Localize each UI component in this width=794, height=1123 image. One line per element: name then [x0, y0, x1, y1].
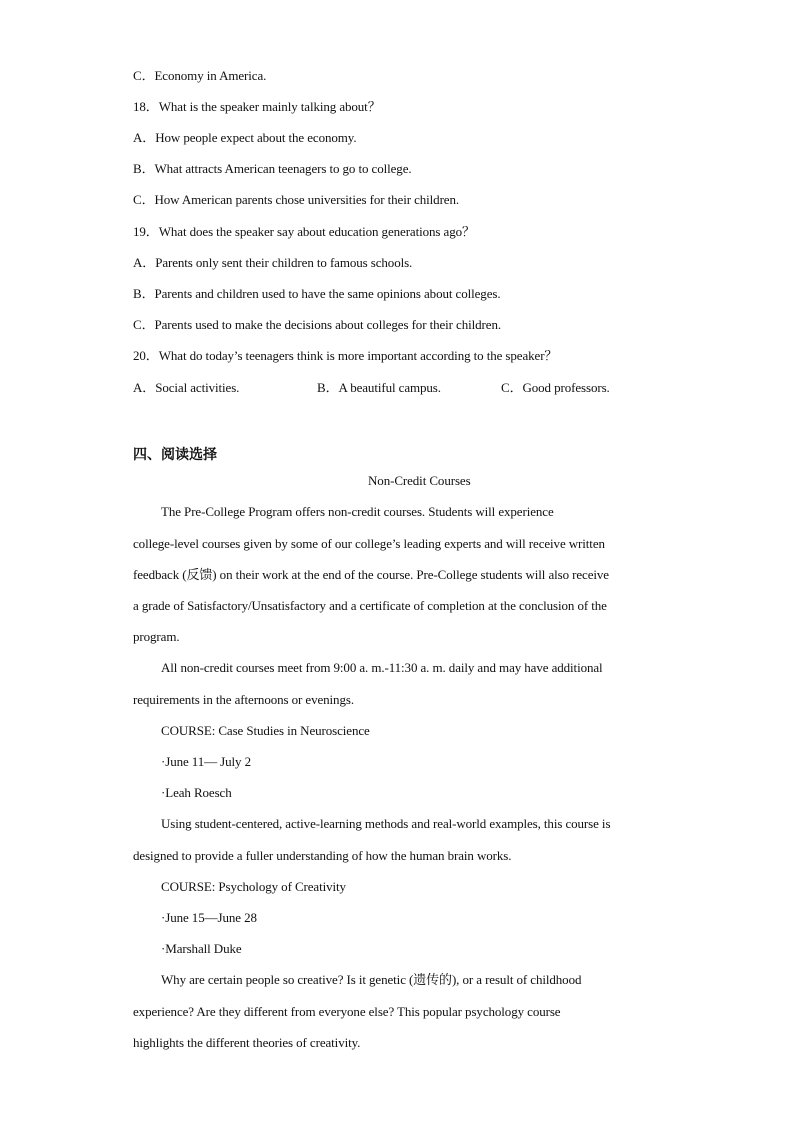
para1-line-5: program.: [133, 629, 180, 644]
course2-title: COURSE: Psychology of Creativity: [161, 879, 346, 894]
q18-question: 18．What is the speaker mainly talking about？: [133, 99, 381, 114]
para1-line-4: a grade of Satisfactory/Unsatisfactory and a certificate of completion at the conclusion of the: [133, 598, 607, 613]
q19-option-a[interactable]: A．Parents only sent their children to famous schools.: [133, 255, 413, 270]
q20-option-a[interactable]: A．Social activities.: [133, 380, 240, 395]
course2-description-line-2: experience? Are they different from everyone else? This popular psychology course: [133, 1004, 561, 1019]
para1-line-1: The Pre-College Program offers non-credit courses. Students will experience: [161, 504, 554, 519]
q19-option-c[interactable]: C．Parents used to make the decisions about colleges for their children.: [133, 317, 501, 332]
q18-option-a[interactable]: A．How people expect about the economy.: [133, 130, 357, 145]
course2-description-line-3: highlights the different theories of creativity.: [133, 1035, 361, 1050]
course2-instructor: ·Marshall Duke: [161, 941, 242, 956]
q20-option-b[interactable]: B．A beautiful campus.: [317, 380, 441, 395]
para2-line-1: All non-credit courses meet from 9:00 a. m.-11:30 a. m. daily and may have additional: [161, 660, 603, 675]
q18-option-c[interactable]: C．How American parents chose universities for their children.: [133, 192, 460, 207]
course1-dates: ·June 11— July 2: [161, 754, 251, 769]
q17-option-c[interactable]: C．Economy in America.: [133, 68, 267, 83]
course1-description-line-1: Using student-centered, active-learning methods and real-world examples, this course is: [161, 816, 611, 831]
course1-instructor: ·Leah Roesch: [161, 785, 232, 800]
para1-line-2: college-level courses given by some of our college’s leading experts and will receive written: [133, 536, 605, 551]
course2-dates: ·June 15—June 28: [161, 910, 257, 925]
course2-description-line-1: Why are certain people so creative? Is it genetic (遗传的), or a result of childhood: [161, 972, 582, 987]
q18-option-b[interactable]: B．What attracts American teenagers to go to college.: [133, 161, 412, 176]
course1-title: COURSE: Case Studies in Neuroscience: [161, 723, 370, 738]
course1-description-line-2: designed to provide a fuller understanding of how the human brain works.: [133, 848, 512, 863]
q19-question: 19．What does the speaker say about education generations ago？: [133, 224, 475, 239]
para2-line-2: requirements in the afternoons or evenings.: [133, 692, 354, 707]
section-heading-reading: 四、阅读选择: [133, 447, 217, 463]
q20-option-c[interactable]: C．Good professors.: [501, 380, 610, 395]
q19-option-b[interactable]: B．Parents and children used to have the same opinions about colleges.: [133, 286, 501, 301]
para1-line-3: feedback (反馈) on their work at the end of the course. Pre-College students will also receive: [133, 567, 609, 582]
passage-title: Non-Credit Courses: [368, 473, 471, 488]
q20-question: 20．What do today’s teenagers think is more important according to the speaker？: [133, 348, 558, 363]
